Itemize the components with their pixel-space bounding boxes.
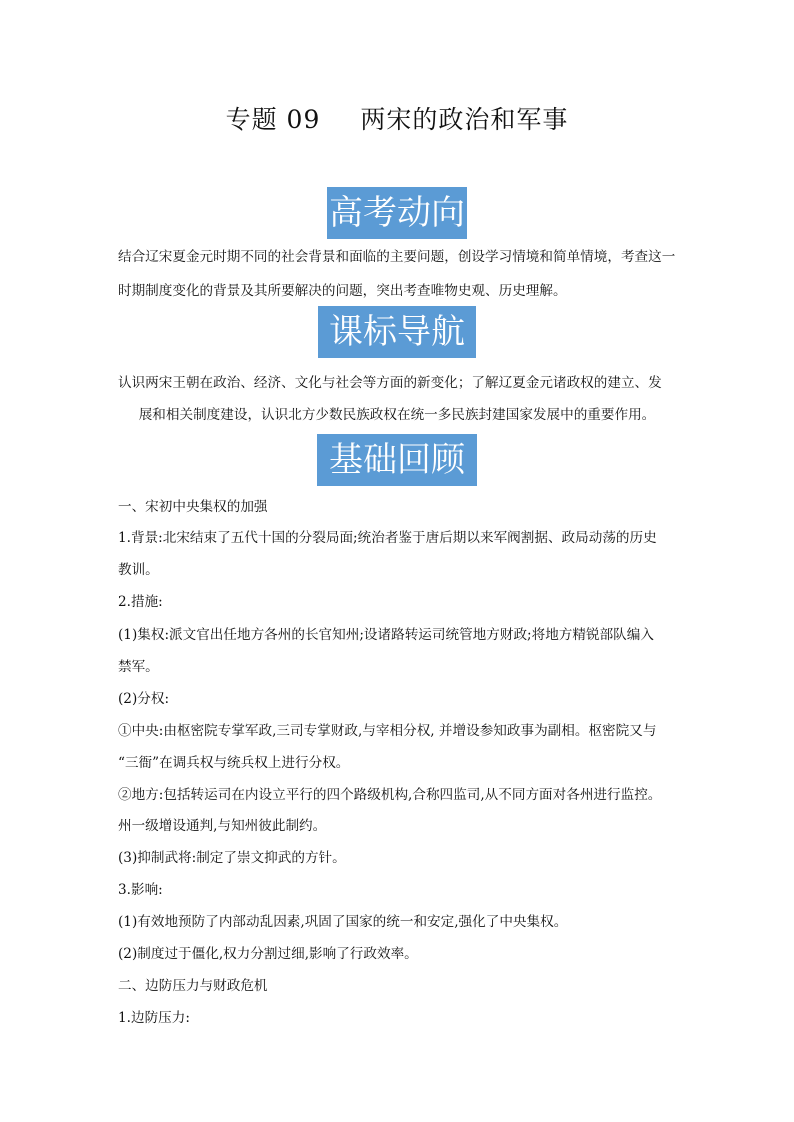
page-title	[0, 100, 794, 136]
body-line: ①中央:由枢密院专掌军政,三司专掌财政,与宰相分权, 并增设参知政事为副相。枢密院又与	[118, 723, 657, 739]
body-line: 1.背景:北宋结束了五代十国的分裂局面;统治者鉴于唐后期以来军阀割据、政局动荡的历史	[118, 530, 657, 546]
body-line: 1.边防压力:	[118, 1010, 190, 1026]
body-line: 州一级增设通判,与知州彼此制约。	[118, 818, 327, 834]
body-line: (1)集权:派文官出任地方各州的长官知州;设诸路转运司统管地方财政;将地方精锐部队编入	[118, 627, 654, 643]
body-line: ②地方:包括转运司在内设立平行的四个路级机构,合称四监司,从不同方面对各州进行监控。	[118, 787, 662, 803]
body-line: (2)分权:	[118, 691, 170, 707]
body-line: 2.措施:	[118, 594, 163, 610]
kebiao-line-1: 认识两宋王朝在政治、经济、文化与社会等方面的新变化；了解辽夏金元诸政权的建立、发	[118, 375, 662, 391]
gaokao-body: 结合辽宋夏金元时期不同的社会背景和面临的主要问题，创设学习情境和简单情境，考查这一时期制度变化的背景及其所要解决的问题，突出考查唯物史观、历史理解。	[118, 249, 676, 299]
gaokao-heading: 高考动向	[327, 187, 467, 239]
title-number: 专题 09	[225, 105, 321, 134]
title-text: 两宋的政治和军事	[360, 105, 569, 134]
kebiao-line-2: 展和相关制度建设，认识北方少数民族政权在统一多民族封建国家发展中的重要作用。	[138, 407, 656, 423]
section-heading-2: 二、边防压力与财政危机	[118, 978, 268, 994]
body-line: 教训。	[118, 562, 159, 578]
kebiao-heading: 课标导航	[318, 306, 476, 358]
body-line: 3.影响:	[118, 882, 163, 898]
body-line: (3)抑制武将:制定了崇文抑武的方针。	[118, 850, 346, 866]
body-line: “三衙”在调兵权与统兵权上进行分权。	[118, 755, 350, 771]
body-line: (2)制度过于僵化,权力分割过细,影响了行政效率。	[118, 946, 418, 962]
body-line: 禁军。	[118, 659, 159, 675]
section-heading-1: 一、宋初中央集权的加强	[118, 499, 268, 515]
jichu-heading: 基础回顾	[317, 434, 477, 486]
body-line: (1)有效地预防了内部动乱因素,巩固了国家的统一和安定,强化了中央集权。	[118, 914, 568, 930]
